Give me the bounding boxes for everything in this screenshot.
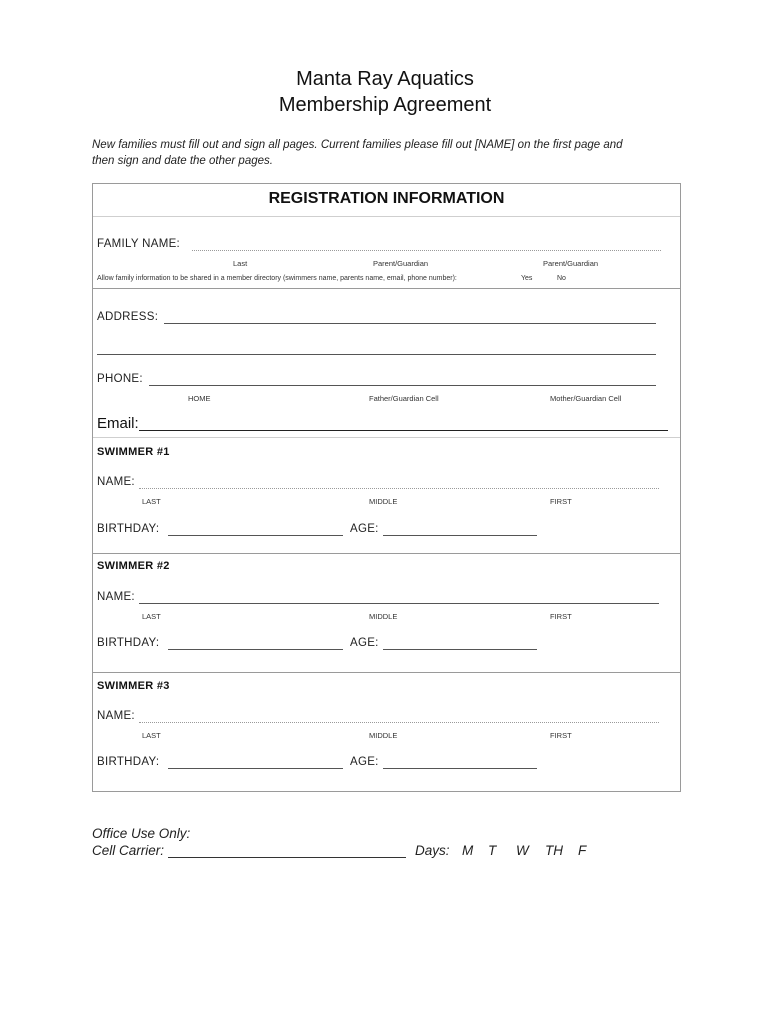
swimmer-3-birthday-field[interactable] <box>168 768 343 769</box>
swimmer-3-name-field[interactable] <box>139 722 659 723</box>
swimmer-2-name-field[interactable] <box>139 603 659 604</box>
swimmer-2-age-label: AGE: <box>350 637 379 649</box>
day-option-f[interactable]: F <box>578 843 587 858</box>
phone-sub-mother: Mother/Guardian Cell <box>550 394 622 403</box>
divider <box>93 437 680 438</box>
day-option-m[interactable]: M <box>462 843 474 858</box>
cell-carrier-field[interactable] <box>168 857 406 858</box>
swimmer-1-name-field[interactable] <box>139 488 659 489</box>
day-option-w[interactable]: W <box>516 843 529 858</box>
swimmer-3-age-field[interactable] <box>383 768 537 769</box>
consent-no-option[interactable]: No <box>557 275 566 282</box>
address-field-line1[interactable] <box>164 323 656 324</box>
swimmer-1-birthday-field[interactable] <box>168 535 343 536</box>
swimmer-2-last-caption: LAST <box>142 612 161 621</box>
phone-sub-father: Father/Guardian Cell <box>369 394 439 403</box>
swimmer-3-name-label: NAME: <box>97 710 135 722</box>
consent-yes-option[interactable]: Yes <box>521 275 533 282</box>
form-title-line1: Manta Ray Aquatics <box>296 68 474 90</box>
swimmer-1-name-label: NAME: <box>97 476 135 488</box>
directory-consent-text: Allow family information to be shared in a member directory (swimmers name, parents name, email, phone number): <box>97 275 457 282</box>
day-option-t[interactable]: T <box>488 843 497 858</box>
email-label: Email: <box>97 415 139 432</box>
registration-heading: REGISTRATION INFORMATION <box>268 190 505 207</box>
swimmer-3-birthday-label: BIRTHDAY: <box>97 756 160 768</box>
divider <box>93 672 680 673</box>
instructions-line2: then sign and date the other pages. <box>92 155 273 167</box>
swimmer-3-age-label: AGE: <box>350 756 379 768</box>
swimmer-3-last-caption: LAST <box>142 731 161 740</box>
family-sub-parent2: Parent/Guardian <box>543 259 599 268</box>
swimmer-3-first-caption: FIRST <box>550 731 572 740</box>
divider <box>93 288 680 289</box>
phone-field[interactable] <box>149 385 656 386</box>
swimmer-1-heading: SWIMMER #1 <box>97 446 170 458</box>
swimmer-2-birthday-field[interactable] <box>168 649 343 650</box>
swimmer-3-heading: SWIMMER #3 <box>97 680 170 692</box>
swimmer-3-middle-caption: MIDDLE <box>369 731 398 740</box>
office-use-label: Office Use Only: <box>92 826 191 841</box>
family-name-label: FAMILY NAME: <box>97 238 181 250</box>
swimmer-2-name-label: NAME: <box>97 591 135 603</box>
family-name-field[interactable] <box>192 250 661 251</box>
phone-label: PHONE: <box>97 373 143 385</box>
swimmer-2-middle-caption: MIDDLE <box>369 612 398 621</box>
swimmer-1-last-caption: LAST <box>142 497 161 506</box>
swimmer-2-heading: SWIMMER #2 <box>97 560 170 572</box>
divider <box>93 216 680 217</box>
swimmer-1-age-field[interactable] <box>383 535 537 536</box>
email-field[interactable] <box>139 430 668 431</box>
address-label: ADDRESS: <box>97 311 159 323</box>
days-label: Days: <box>415 843 450 858</box>
cell-carrier-label: Cell Carrier: <box>92 843 165 858</box>
instructions-line1: New families must fill out and sign all pages. Current families please fill out [NAME] on the first page and <box>92 139 623 151</box>
swimmer-1-age-label: AGE: <box>350 523 379 535</box>
swimmer-1-first-caption: FIRST <box>550 497 572 506</box>
swimmer-1-middle-caption: MIDDLE <box>369 497 398 506</box>
family-sub-last: Last <box>233 259 248 268</box>
family-sub-parent1: Parent/Guardian <box>373 259 429 268</box>
swimmer-1-birthday-label: BIRTHDAY: <box>97 523 160 535</box>
phone-sub-home: HOME <box>188 394 211 403</box>
day-option-th[interactable]: TH <box>545 843 563 858</box>
swimmer-2-first-caption: FIRST <box>550 612 572 621</box>
swimmer-2-birthday-label: BIRTHDAY: <box>97 637 160 649</box>
swimmer-2-age-field[interactable] <box>383 649 537 650</box>
divider <box>93 553 680 554</box>
address-field-line2[interactable] <box>97 354 656 355</box>
form-title-line2: Membership Agreement <box>278 94 492 116</box>
